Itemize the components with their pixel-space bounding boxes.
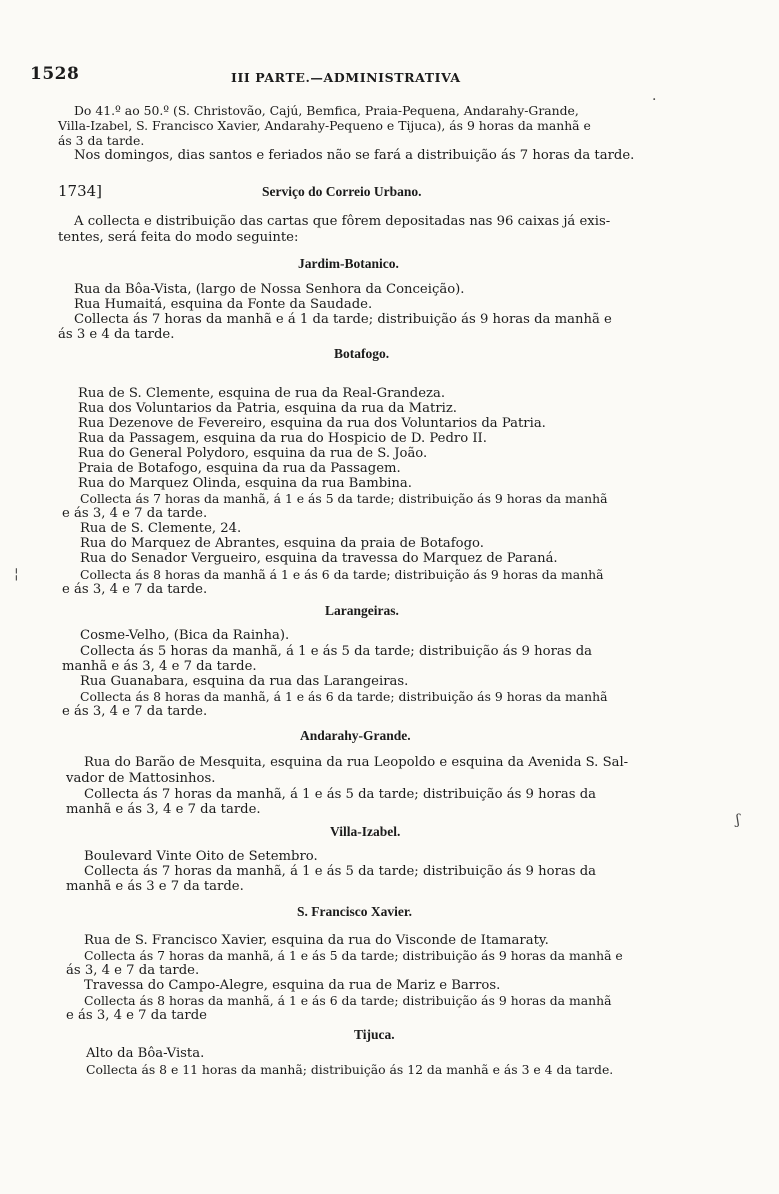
text-line: Collecta ás 7 horas da manhã e á 1 da tarde; distribuição ás 9 horas da manhã e — [74, 312, 612, 327]
text-line: Villa-Izabel, S. Francisco Xavier, Andarahy-Pequeno e Tijuca), ás 9 horas da manhã e — [58, 118, 591, 133]
margin-speck: ¦ — [14, 566, 19, 582]
margin-speck: ʃ — [736, 812, 740, 828]
text-line: Alto da Bôa-Vista. — [86, 1046, 205, 1061]
text-line: e ás 3, 4 e 7 da tarde. — [62, 704, 208, 719]
text-line: Collecta ás 8 horas da manhã, á 1 e ás 6 da tarde; distribuição ás 9 horas da manhã — [80, 689, 608, 704]
text-line: Boulevard Vinte Oito de Setembro. — [84, 849, 318, 864]
text-line: ás 3 da tarde. — [58, 133, 145, 148]
text-line: Do 41.º ao 50.º (S. Christovão, Cajú, Bemfica, Praia-Pequena, Andarahy-Grande, — [74, 103, 579, 118]
text-line: Rua dos Voluntarios da Patria, esquina da rua da Matriz. — [78, 401, 458, 416]
text-line: Rua Humaitá, esquina da Fonte da Saudade. — [74, 297, 373, 312]
page-number: 1528 — [30, 64, 80, 84]
margin-speck: · — [652, 92, 657, 108]
text-line: Rua do Marquez Olinda, esquina da rua Bambina. — [78, 476, 412, 491]
text-line: e ás 3, 4 e 7 da tarde. — [62, 506, 208, 521]
district-heading: Larangeiras. — [325, 603, 399, 618]
text-line: e ás 3, 4 e 7 da tarde. — [62, 582, 208, 597]
section-number: 1734] — [58, 182, 103, 200]
text-line: Rua de S. Clemente, esquina de rua da Real-Grandeza. — [78, 386, 446, 401]
text-line: Rua do General Polydoro, esquina da rua de S. João. — [78, 446, 428, 461]
text-line: ás 3 e 4 da tarde. — [58, 327, 175, 342]
text-line: Rua do Senador Vergueiro, esquina da travessa do Marquez de Paraná. — [80, 551, 558, 566]
district-heading: Tijuca. — [354, 1027, 395, 1042]
text-line: Collecta ás 7 horas da manhã, á 1 e ás 5 da tarde; distribuição ás 9 horas da — [84, 864, 596, 879]
text-line: Rua de S. Clemente, 24. — [80, 521, 242, 536]
district-heading: S. Francisco Xavier. — [297, 904, 412, 919]
text-line: Cosme-Velho, (Bica da Rainha). — [80, 628, 290, 643]
text-line: manhã e ás 3 e 7 da tarde. — [66, 879, 244, 894]
text-line: Collecta ás 8 horas da manhã á 1 e ás 6 da tarde; distribuição ás 9 horas da manhã — [80, 567, 604, 582]
text-line: e ás 3, 4 e 7 da tarde — [66, 1008, 207, 1023]
district-heading: Jardim-Botanico. — [298, 256, 399, 271]
text-line: Collecta ás 7 horas da manhã, á 1 e ás 5 da tarde; distribuição ás 9 horas da manhã — [80, 491, 608, 506]
text-line: Rua Dezenove de Fevereiro, esquina da rua dos Voluntarios da Patria. — [78, 416, 546, 431]
text-line: Collecta ás 7 horas da manhã, á 1 e ás 5 da tarde; distribuição ás 9 horas da — [84, 787, 596, 802]
text-line: Rua do Barão de Mesquita, esquina da rua Leopoldo e esquina da Avenida S. Sal- — [84, 755, 629, 770]
text-line: vador de Mattosinhos. — [66, 771, 216, 786]
text-line: Collecta ás 8 e 11 horas da manhã; distribuição ás 12 da manhã e ás 3 e 4 da tarde. — [86, 1062, 614, 1077]
text-line: Praia de Botafogo, esquina da rua da Passagem. — [78, 461, 401, 476]
text-line: Rua de S. Francisco Xavier, esquina da rua do Visconde de Itamaraty. — [84, 933, 549, 948]
text-line: Nos domingos, dias santos e feriados não se fará a distribuição ás 7 horas da tarde. — [74, 148, 635, 163]
text-line: Rua da Bôa-Vista, (largo de Nossa Senhora da Conceição). — [74, 282, 465, 297]
text-line: manhã e ás 3, 4 e 7 da tarde. — [62, 659, 257, 674]
district-heading: Villa-Izabel. — [330, 824, 401, 839]
section-title: Serviço do Correio Urbano. — [262, 184, 422, 199]
text-line: Rua do Marquez de Abrantes, esquina da praia de Botafogo. — [80, 536, 484, 551]
district-heading: Botafogo. — [334, 346, 390, 361]
text-line: Collecta ás 5 horas da manhã, á 1 e ás 5 da tarde; distribuição ás 9 horas da — [80, 644, 592, 659]
text-line: Collecta ás 8 horas da manhã, á 1 e ás 6 da tarde; distribuição ás 9 horas da manhã — [84, 993, 612, 1008]
text-line: tentes, será feita do modo seguinte: — [58, 230, 299, 245]
text-line: Rua Guanabara, esquina da rua das Larangeiras. — [80, 674, 409, 689]
text-line: A collecta e distribuição das cartas que fôrem depositadas nas 96 caixas já exis- — [74, 214, 611, 229]
text-line: Rua da Passagem, esquina da rua do Hospicio de D. Pedro II. — [78, 431, 487, 446]
district-heading: Andarahy-Grande. — [300, 728, 411, 743]
text-line: ás 3, 4 e 7 da tarde. — [66, 963, 200, 978]
text-line: Travessa do Campo-Alegre, esquina da rua de Mariz e Barros. — [84, 978, 501, 993]
text-line: manhã e ás 3, 4 e 7 da tarde. — [66, 802, 261, 817]
running-header: III PARTE.—ADMINISTRATIVA — [231, 70, 461, 85]
text-line: Collecta ás 7 horas da manhã, á 1 e ás 5 da tarde; distribuição ás 9 horas da manhã e — [84, 948, 623, 963]
